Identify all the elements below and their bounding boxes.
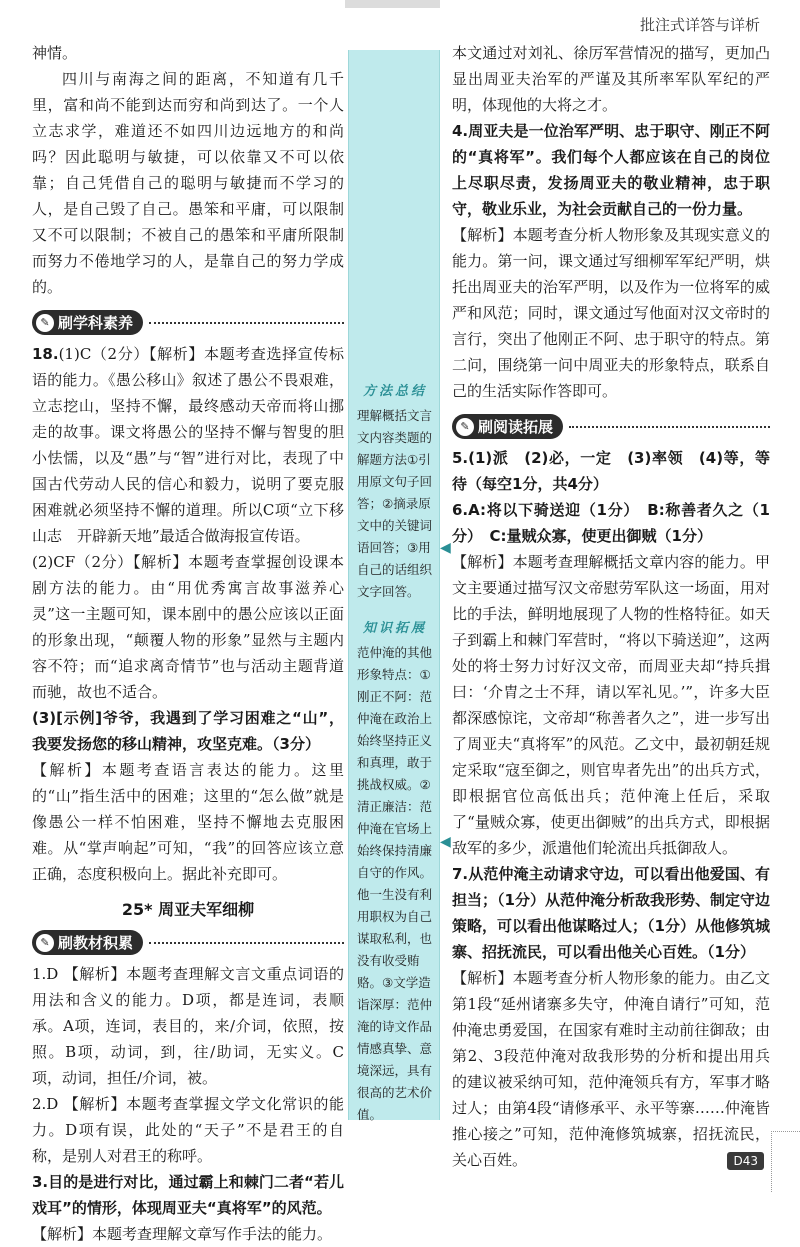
question-number: 18. xyxy=(32,345,59,363)
sidebar-notes-strip xyxy=(348,50,440,1120)
right-column xyxy=(452,40,770,1173)
method-summary-text: 理解概括文言文内容类题的解题方法①引用原文句子回答；②摘录原文中的关键词语回答；③用自己的话组织文字回答。 xyxy=(357,408,433,599)
page-edge-decoration xyxy=(771,1131,800,1192)
top-edge-bar xyxy=(345,0,440,8)
question-2: 2.D 【解析】本题考查掌握文学文化常识的能力。D项有误，此处的“天子”不是君王的自称，是别人对君王的称呼。 xyxy=(32,1095,344,1165)
left-paragraph-1: 神情。 xyxy=(32,44,78,62)
knowledge-extension-text: 范仲淹的其他形象特点：①刚正不阿：范仲淹在政治上始终坚持正义和真理，敢于挑战权威。②清正廉洁：范仲淹在官场上始终保持清廉自守的作风。他一生没有利用职权为自己谋取私利，也没有收受贿赂。③文学造诣深厚：范仲淹的诗文作品情感真挚、意境深远，具有很高的艺术价值。 xyxy=(357,645,433,1122)
question-18-part2: (2)CF（2分）【解析】本题考查掌握创设课本剧方法的能力。由“用优秀寓言故事滋养心灵”这一主题可知，课本剧中的愚公应该以正面的形象出现，“颠覆人物的形象”显然与主题内容不符；而“追求离奇情节”也与活动主题背道而驰，故也不适合。 xyxy=(32,553,344,701)
right-paragraph-1: 本文通过对刘礼、徐厉军营情况的描写，更加凸显出周亚夫治军的严谨及其所率军队军纪的严明，体现他的大将之才。 xyxy=(452,44,770,114)
question-6: 6.A:将以下骑送迎（1分） B:称善者久之（1分） C:量贼众寡，使更出御贼（1分） xyxy=(452,501,770,545)
question-7: 7.从范仲淹主动请求守边，可以看出他爱国、有担当；（1分）从范仲淹分析敌我形势、制定守边策略，可以看出他谋略过人；（1分）从他修筑城寨、招抚流民，可以看出他关心百姓。（1分） xyxy=(452,865,770,961)
question-1: 1.D 【解析】本题考查理解文言文重点词语的用法和含义的能力。D项，都是连词，表顺承。A项，连词，表目的，来/介词，依照，按照。B项，动词，到，往/助词，无实义。C项，动词，担任/介词，被。 xyxy=(32,965,344,1087)
section-header-textbook xyxy=(32,930,344,955)
section-header-reading xyxy=(452,414,770,439)
section-title: 刷教材积累 xyxy=(58,934,134,952)
question-18-part1 xyxy=(32,341,344,549)
question-18-analysis: 【解析】本题考查语言表达的能力。这里的“山”指生活中的困难；这里的“怎么做”就是像愚公一样不怕困难，坚持不懈地去克服困难。从“掌声响起”可知，“我”的回答应该立意正确，态度积极向上。据此补充即可。 xyxy=(32,761,344,883)
question-4: 4.周亚夫是一位治军严明、忠于职守、刚正不阿的“真将军”。我们每个人都应该在自己的岗位上尽职尽责，发扬周亚夫的敬业精神，忠于职守，敬业乐业，为社会贡献自己的一份力量。 xyxy=(452,122,770,218)
question-18-text-1: (1)C（2分）【解析】本题考查选择宣传标语的能力。《愚公移山》叙述了愚公不畏艰难，立志挖山，坚持不懈，最终感动天帝而将山挪走的故事。课文将愚公的坚持不懈与智叟的胆小怯懦，以及“愚”与“智”进行对比，表现了中国古代劳动人民的信心和毅力，说明了要克服困难就必须坚持不懈的道理。所以C项“立下移山志 开辟新天地”最适合做海报宣传语。 xyxy=(32,345,344,545)
section-title: 刷学科素养 xyxy=(58,314,134,332)
left-paragraph-2: 四川与南海之间的距离，不知道有几千里，富和尚不能到达而穷和尚到达了。一个人立志求学，难道还不如四川边远地方的和尚吗？因此聪明与敏捷，可以依靠又不可以依靠；自己凭借自己的聪明与敏捷而不学习的人，是自己毁了自己。愚笨和平庸，可以限制又不可以限制；不被自己的愚笨和平庸所限制而努力不倦地学习的人，是靠自己的努力学成的。 xyxy=(32,70,344,296)
section-badge xyxy=(32,930,143,955)
header-title: 批注式详答与详析 xyxy=(639,16,760,34)
pen-icon: ✎ xyxy=(456,418,474,436)
question-6-analysis: 【解析】本题考查理解概括文章内容的能力。甲文主要通过描写汉文帝慰劳军队这一场面，用对比的手法，鲜明地展现了人物的性格特征。如天子到霸上和棘门军营时，“将以下骑送迎”，这两处的将士努力讨好汉文帝，而周亚夫却“持兵揖曰：‘介胄之士不拜，请以军礼见。’”，许多大臣都深感惊诧，文帝却“称善者久之”，进一步写出了周亚夫“真将军”的风范。乙文中，最初朝廷规定采取“寇至御之，则官卑者先出”的出兵方式，即根据官位高低出兵；范仲淹上任后，采取了“量贼众寡，使更出御贼”的出兵方式，即根据敌军的多少，派遣他们轮流出兵抵御敌人。 xyxy=(452,553,770,857)
knowledge-extension-heading: 知识拓展 xyxy=(362,621,427,636)
lesson-title: 25* 周亚夫军细柳 xyxy=(121,900,255,919)
left-column xyxy=(32,40,344,1247)
dotted-divider xyxy=(149,942,344,944)
pointer-arrow-icon: ◀ xyxy=(440,834,451,850)
section-title: 刷阅读拓展 xyxy=(478,418,554,436)
dotted-divider xyxy=(149,322,344,324)
question-18-part3: (3)[示例]爷爷，我遇到了学习困难之“山”，我要发扬您的移山精神，攻坚克难。（3分） xyxy=(32,709,344,753)
pen-icon: ✎ xyxy=(36,934,54,952)
question-7-analysis: 【解析】本题考查分析人物形象的能力。由乙文第1段“延州诸寨多失守，仲淹自请行”可知，范仲淹忠勇爱国，在国家有难时主动前往御敌；由第2、3段范仲淹对敌我形势的分析和提出用兵的建议被采纳可知，范仲淹领兵有方，军事才略过人；由第4段“请修承平、永平等寨……仲淹皆推心接之”可知，范仲淹修筑城寨，招抚流民，关心百姓。 xyxy=(452,969,770,1169)
question-3-analysis: 【解析】本题考查理解文章写作手法的能力。 xyxy=(32,1225,333,1243)
question-3: 3.目的是进行对比，通过霸上和棘门二者“若儿戏耳”的情形，体现周亚夫“真将军”的风范。 xyxy=(32,1173,344,1217)
dotted-divider xyxy=(569,426,770,428)
method-summary-heading: 方法总结 xyxy=(362,384,427,399)
question-4-analysis: 【解析】本题考查分析人物形象及其现实意义的能力。第一问，课文通过写细柳军军纪严明，烘托出周亚夫的治军严明，以及作为一位将军的威严和风范；同时，课文通过写他面对汉文帝时的言行，突出了他刚正不阿、忠于职守的特点。第二问，围绕第一问中周亚夫的形象特点，联系自己的生活实际作答即可。 xyxy=(452,226,770,400)
pen-icon: ✎ xyxy=(36,314,54,332)
question-5: 5.(1)派 (2)必，一定 (3)率领 (4)等，等待（每空1分，共4分） xyxy=(452,449,770,493)
section-badge xyxy=(32,310,143,335)
pointer-arrow-icon: ◀ xyxy=(440,540,451,556)
page-number: D43 xyxy=(727,1152,764,1170)
section-badge xyxy=(452,414,563,439)
section-header-subject-literacy xyxy=(32,310,344,335)
